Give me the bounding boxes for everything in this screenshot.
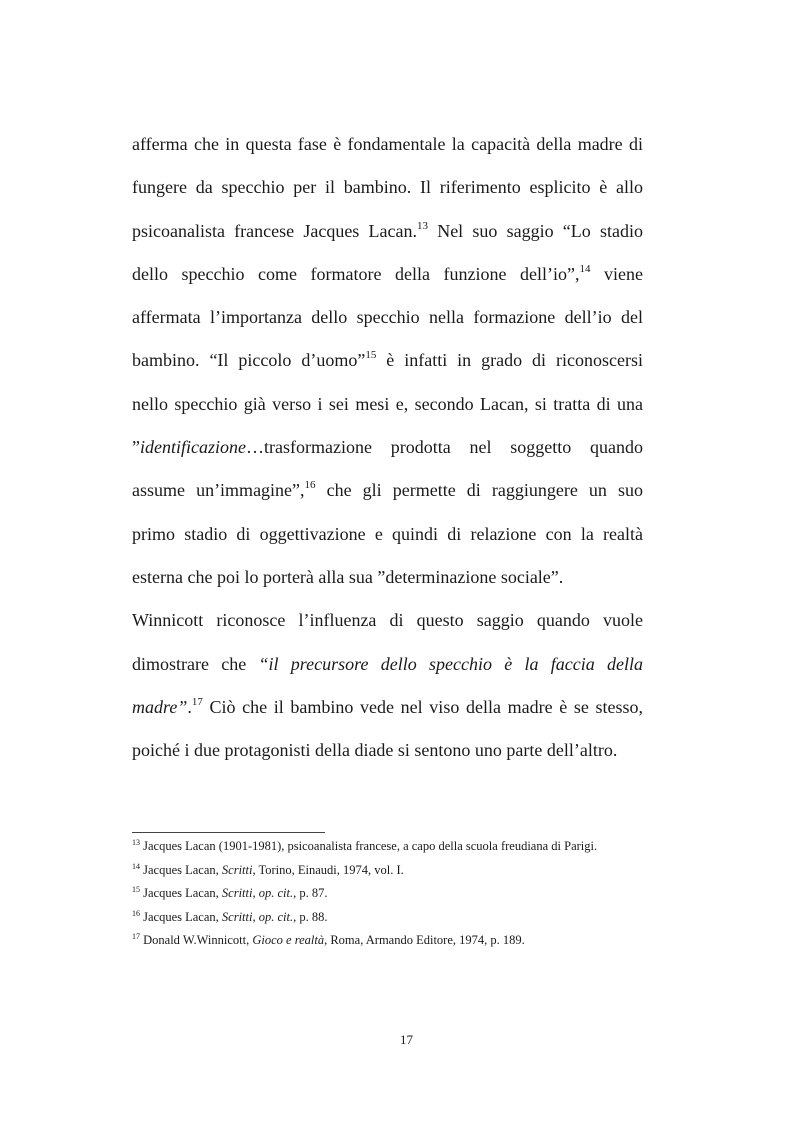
footnote-number: 13: [132, 838, 140, 847]
italic-quote: madre”: [132, 696, 188, 717]
footnotes: [132, 838, 652, 956]
footnote-ref: 16: [304, 479, 316, 492]
footnote-ref: 15: [365, 349, 377, 362]
paragraph-line: poiché i due protagonisti della diade si sentono uno parte dell’altro.: [132, 740, 618, 761]
footnote: $^{16}$ Jacques Lacan, Scritti, op. cit., p. 88.: [132, 908, 328, 924]
paragraph-line: fungere da specchio per il bambino. Il riferimento esplicito è allo: [132, 177, 643, 198]
footnote-number: 16: [132, 908, 140, 918]
footnote: $^{17}$ Donald W.Winnicott, Gioco e realtà, Roma, Armando Editore, 1974, p. 189.: [132, 932, 525, 947]
paragraph-line: assume un’immagine”,$^{16}$ che gli permette di raggiungere un suo: [132, 479, 643, 501]
paragraph-line: esterna che poi lo porterà alla sua ”determinazione sociale”.: [132, 566, 564, 587]
italic-quote: “il precursore dello specchio è la faccia della: [258, 653, 643, 674]
footnote-ref: 14: [579, 262, 591, 275]
footnote: $^{15}$ Jacques Lacan, Scritti, op. cit., p. 87.: [132, 885, 328, 900]
footnote-ref: 17: [191, 695, 203, 708]
footnote: $^{13}$ Jacques Lacan (1901-1981), psicoanalista francese, a capo della scuola freudiana di Parigi.: [132, 838, 598, 853]
paragraph-line: madre”.$^{17}$ Ciò che il bambino vede nel viso della madre è se stesso,: [132, 695, 643, 717]
paragraph-line: dimostrare che “il precursore dello specchio è la faccia della: [132, 653, 643, 674]
footnote: $^{14}$ Jacques Lacan, Scritti, Torino, Einaudi, 1974, vol. I.: [132, 861, 404, 877]
paragraph-line: affermata l’importanza dello specchio nella formazione dell’io del: [132, 307, 643, 328]
footnote-ref: 13: [416, 219, 428, 232]
paragraph-line: Winnicott riconosce l’influenza di questo saggio quando vuole: [132, 610, 643, 631]
paragraph-line: ”identificazione…trasformazione prodotta nel soggetto quando: [132, 437, 643, 458]
paragraph-line: afferma che in questa fase è fondamentale la capacità della madre di: [132, 134, 643, 154]
paragraph-line: primo stadio di oggettivazione e quindi di relazione con la realtà: [132, 523, 643, 544]
page-number: 17: [400, 1032, 413, 1047]
paragraph-line: nello specchio già verso i sei mesi e, secondo Lacan, si tratta di una: [132, 393, 643, 414]
footnote-number: 14: [132, 861, 140, 871]
footnote-number: 15: [132, 885, 140, 894]
body-text: [132, 126, 643, 775]
footnote-separator: [132, 832, 325, 833]
italic-term: identificazione: [140, 437, 246, 458]
footnote-number: 17: [132, 932, 140, 941]
paragraph-line: bambino. “Il piccolo d’uomo”$^{15}$ è infatti in grado di riconoscersi: [132, 349, 643, 371]
paragraph-line: dello specchio come formatore della funzione dell’io”,$^{14}$ viene: [132, 262, 643, 284]
paragraph-line: psicoanalista francese Jacques Lacan.$^{13}$ Nel suo saggio “Lo stadio: [132, 219, 643, 241]
